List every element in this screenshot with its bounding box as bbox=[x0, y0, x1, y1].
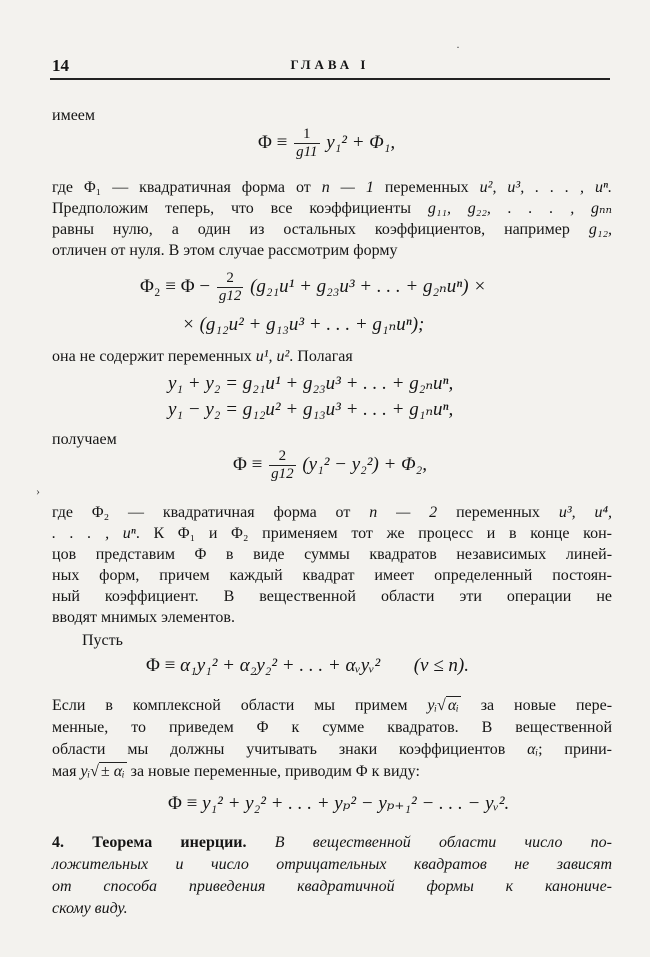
para3-phi2: Φ₂ bbox=[91, 504, 110, 521]
eq4-equiv: ≡ bbox=[164, 655, 176, 676]
para3-text: — квадратичная форма от bbox=[128, 504, 351, 521]
eq3-equiv: ≡ bbox=[251, 453, 263, 475]
eq3-num: 2 bbox=[269, 448, 296, 466]
header-rule bbox=[50, 78, 610, 80]
para3-vars-a: u³, u⁴, bbox=[558, 504, 613, 521]
eq3-fraction bbox=[269, 448, 296, 483]
para3-and: и bbox=[208, 525, 218, 542]
eq3-phi: Φ bbox=[233, 453, 247, 475]
para1-phi1: Φ₁ bbox=[83, 179, 102, 196]
eq2-phi: Φ bbox=[180, 275, 195, 297]
para3-line3 bbox=[52, 545, 612, 566]
page-number: 14 bbox=[52, 56, 69, 75]
para3-text3: . К bbox=[135, 525, 165, 542]
eq2-equiv: ≡ bbox=[165, 275, 176, 297]
theorem-line4: скому виду. bbox=[52, 900, 128, 917]
para3-text5: цов представим bbox=[52, 546, 175, 563]
para4-line2: менные, то приведем Φ к сумме квадратов. В вещественной bbox=[52, 719, 612, 736]
para1-n1: n — 1 bbox=[321, 179, 374, 196]
equation-3 bbox=[233, 448, 427, 483]
para4-line4 bbox=[52, 762, 612, 783]
para4-yi2: yᵢ bbox=[80, 763, 91, 780]
para3-n2: n — 2 bbox=[369, 504, 438, 521]
para4-text6: за новые переменные, приводим Φ к виду: bbox=[130, 763, 420, 780]
para4-ai2: αᵢ bbox=[527, 741, 539, 758]
para3-phi2b: Φ₂ bbox=[231, 525, 249, 542]
eq3-rest: (y₁² − y₂²) + Φ₂, bbox=[302, 453, 427, 475]
eq5-equiv: ≡ bbox=[186, 793, 198, 814]
speck-mark: · bbox=[456, 40, 460, 54]
eq4-expr: α₁y₁² + α₂y₂² + . . . + αᵥyᵥ² bbox=[180, 655, 381, 676]
eq2-num: 2 bbox=[217, 270, 244, 288]
eq1-den: g11 bbox=[296, 144, 318, 160]
para4-line1 bbox=[52, 696, 612, 717]
stray-mark: › bbox=[36, 484, 40, 498]
para1-g12: g₁₂, bbox=[588, 221, 613, 238]
theorem-heading: 4. Теорема инерции. bbox=[52, 834, 247, 851]
para3-text4: применяем тот же процесс и в конце кон- bbox=[262, 525, 613, 542]
para4-text5: мая bbox=[52, 763, 77, 780]
theorem-text1: В вещественной области число по- bbox=[274, 834, 613, 851]
para4-yi: yᵢ bbox=[427, 697, 438, 714]
para1-line3 bbox=[52, 220, 612, 241]
para3-phi: Φ bbox=[194, 546, 207, 563]
chapter-title: ГЛАВА I bbox=[290, 57, 370, 72]
para4-line3 bbox=[52, 740, 612, 761]
para2-text2: . Полагая bbox=[289, 348, 353, 365]
eq2-den: g12 bbox=[218, 288, 242, 304]
eq1-num: 1 bbox=[294, 126, 319, 144]
eq4-phi: Φ bbox=[146, 655, 160, 676]
para3-text6: в виде суммы квадратов независимых линей- bbox=[225, 546, 613, 563]
para2-text: она не содержит переменных bbox=[52, 348, 252, 365]
para3-line1 bbox=[52, 503, 612, 524]
eq1-phi: Φ bbox=[258, 131, 272, 153]
para4-ai: αᵢ bbox=[447, 697, 459, 714]
equation-5 bbox=[168, 792, 509, 815]
equation-1 bbox=[258, 126, 395, 161]
para4-pm-ai: ± αᵢ bbox=[100, 763, 125, 780]
equation-2-line1: Φ₂ ≡ Φ − $\frac{2}{g12}$ (g₂₁u¹ + g₂₃u³ + . . . + g₂ₙuⁿ) × bbox=[140, 270, 487, 304]
text-poluchaem: получаем bbox=[52, 431, 117, 448]
para3-line5: ный коэффициент. В вещественной области эти операции не bbox=[52, 588, 612, 605]
para3-word: где bbox=[52, 504, 74, 521]
para1-text: — квадратичная форма от bbox=[112, 179, 311, 196]
eq5-phi: Φ bbox=[168, 793, 182, 814]
para3-line6: вводят мнимых элементов. bbox=[52, 609, 235, 626]
para3-phi1: Φ₁ bbox=[177, 525, 196, 542]
para4-sqrt-expr2: yᵢ√ ± αᵢ bbox=[80, 763, 125, 780]
para3-line4: ных форм, причем каждый квадрат имеет определенный постоян- bbox=[52, 567, 612, 584]
para4-text3: области мы должны учитывать знаки коэффициентов bbox=[52, 741, 506, 758]
para4-text: Если в комплексной области мы примем bbox=[52, 697, 408, 714]
para1-text3: Предположим теперь, что все коэффициенты bbox=[52, 200, 411, 217]
text-pust: Пусть bbox=[82, 632, 123, 649]
eq2-phi2: Φ₂ bbox=[140, 275, 161, 297]
theorem-line3: от способа приведения квадратичной формы к канониче- bbox=[52, 878, 612, 895]
para1-vars: u², u³, . . . , uⁿ. bbox=[479, 179, 612, 196]
equation-4 bbox=[146, 655, 469, 677]
para1-line4: отличен от нуля. В этом случае рассмотрим форму bbox=[52, 242, 398, 259]
para2-vars: u¹, u² bbox=[255, 348, 290, 365]
para1-text2: переменных bbox=[384, 179, 469, 196]
eq3-den: g12 bbox=[271, 466, 294, 482]
system-line1: y₁ + y₂ = g₂₁u¹ + g₂₃u³ + . . . + g₂ₙuⁿ, bbox=[168, 373, 454, 394]
eq1-rest: y₁² + Φ₁, bbox=[326, 131, 396, 153]
eq5-expr: y₁² + y₂² + . . . + yₚ² − yₚ₊₁² − . . . − yᵥ². bbox=[202, 793, 510, 814]
para3-text2: переменных bbox=[456, 504, 540, 521]
para1-coefs: g₁₁, g₂₂, . . . , gₙₙ bbox=[427, 200, 612, 217]
para1-line1 bbox=[52, 178, 612, 199]
page-header bbox=[50, 52, 610, 76]
eq1-equiv: ≡ bbox=[276, 131, 288, 153]
para1-line2 bbox=[52, 199, 612, 220]
para4-sqrt-expr: yᵢ√ αᵢ bbox=[427, 697, 459, 714]
equation-2-line2: × (g₁₂u² + g₁₃u³ + . . . + g₁ₙuⁿ); bbox=[182, 314, 425, 335]
theorem-line2: ложительных и число отрицательных квадратов не зависят bbox=[52, 856, 612, 873]
text-imeem: имеем bbox=[52, 107, 96, 124]
eq4-condition: (ν ≤ n). bbox=[413, 655, 469, 676]
eq1-fraction bbox=[294, 126, 319, 161]
para2 bbox=[52, 347, 353, 367]
eq2-expr1: (g₂₁u¹ + g₂₃u³ + . . . + g₂ₙuⁿ) × bbox=[250, 275, 487, 297]
para3-vars-b: . . . , uⁿ bbox=[52, 525, 136, 542]
theorem-line1 bbox=[52, 833, 612, 854]
para4-text2: за новые пере- bbox=[480, 697, 613, 714]
para3-line2 bbox=[52, 524, 612, 545]
eq2-fraction bbox=[217, 270, 244, 305]
system-line2: y₁ − y₂ = g₁₂u² + g₁₃u³ + . . . + g₁ₙuⁿ, bbox=[168, 399, 454, 420]
para1-word: где bbox=[52, 179, 74, 196]
para1-text4: равны нулю, а один из остальных коэффициентов, например bbox=[52, 221, 570, 238]
para4-text4: ; прини- bbox=[538, 741, 613, 758]
